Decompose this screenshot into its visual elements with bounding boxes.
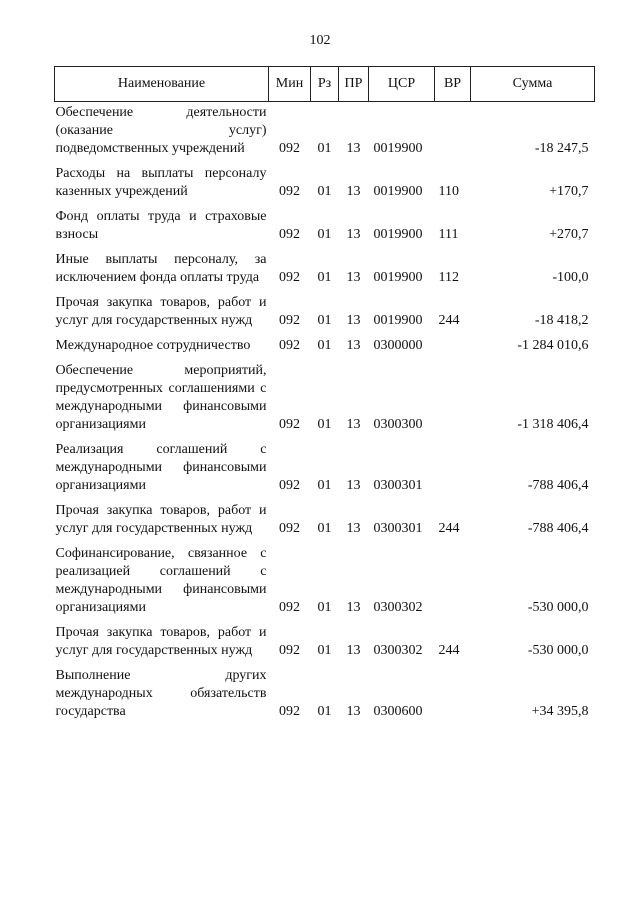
cell-name: Софинансирование, связанное с реализацией соглашений с международными финансовыми организациями (55, 546, 267, 615)
cell-min: 092 (279, 313, 300, 328)
cell-vr (435, 102, 471, 160)
table-row (55, 356, 595, 435)
cell-sum: -100,0 (552, 270, 589, 285)
header-min: Мин (269, 67, 311, 102)
cell-sum: -788 406,4 (527, 478, 589, 493)
header-vr: ВР (435, 67, 471, 102)
table-row (55, 159, 595, 202)
cell-sum: -1 284 010,6 (517, 338, 589, 353)
cell-name: Иные выплаты персоналу, за исключением фонда оплаты труда (55, 252, 267, 285)
cell-min: 092 (279, 643, 300, 658)
table-row (55, 661, 595, 722)
cell-pr: 13 (346, 338, 361, 353)
cell-name: Прочая закупка товаров, работ и услуг для государственных нужд (55, 503, 267, 536)
cell-pr: 13 (346, 478, 361, 493)
table-header-row (55, 67, 595, 102)
cell-min: 092 (279, 417, 300, 432)
cell-pr: 13 (346, 313, 361, 328)
cell-pr: 13 (346, 227, 361, 242)
cell-min: 092 (279, 704, 300, 719)
cell-name: Выполнение других международных обязательств государства (55, 668, 267, 719)
cell-sum: -18 247,5 (534, 141, 589, 156)
cell-pr: 13 (346, 643, 361, 658)
cell-pr: 13 (346, 704, 361, 719)
cell-vr: 110 (438, 184, 459, 199)
header-csr: ЦСР (369, 67, 435, 102)
cell-rz: 01 (317, 417, 332, 432)
cell-csr: 0019900 (373, 184, 423, 199)
cell-min: 092 (279, 184, 300, 199)
table-row (55, 245, 595, 288)
table-row (55, 102, 595, 160)
cell-vr: 244 (438, 643, 460, 658)
cell-csr: 0300300 (373, 417, 423, 432)
cell-pr: 13 (346, 521, 361, 536)
cell-rz: 01 (317, 704, 332, 719)
table-row (55, 496, 595, 539)
cell-csr: 0300000 (373, 338, 423, 353)
table-row (55, 331, 595, 356)
cell-vr: 244 (438, 521, 460, 536)
cell-min: 092 (279, 600, 300, 615)
table-row (55, 435, 595, 496)
cell-csr: 0300302 (373, 643, 423, 658)
cell-rz: 01 (317, 478, 332, 493)
cell-rz: 01 (317, 643, 332, 658)
table-row (55, 288, 595, 331)
cell-min: 092 (279, 521, 300, 536)
cell-min: 092 (279, 338, 300, 353)
cell-csr: 0300301 (373, 478, 423, 493)
header-sum: Сумма (471, 67, 595, 102)
cell-vr (435, 356, 471, 435)
header-name: Наименование (55, 67, 269, 102)
cell-sum: -530 000,0 (527, 600, 589, 615)
cell-pr: 13 (346, 184, 361, 199)
cell-sum: +34 395,8 (531, 704, 589, 719)
cell-rz: 01 (317, 227, 332, 242)
cell-name: Прочая закупка товаров, работ и услуг для государственных нужд (55, 295, 267, 328)
cell-csr: 0019900 (373, 270, 423, 285)
cell-pr: 13 (346, 141, 361, 156)
cell-csr: 0300302 (373, 600, 423, 615)
cell-name: Обеспечение мероприятий, предусмотренных соглашениями с международными финансовыми организациями (55, 363, 267, 432)
cell-vr: 112 (438, 270, 459, 285)
cell-pr: 13 (346, 600, 361, 615)
cell-rz: 01 (317, 141, 332, 156)
cell-sum: -788 406,4 (527, 521, 589, 536)
cell-pr: 13 (346, 270, 361, 285)
cell-rz: 01 (317, 270, 332, 285)
cell-rz: 01 (317, 313, 332, 328)
cell-csr: 0300600 (373, 704, 423, 719)
cell-csr: 0019900 (373, 141, 423, 156)
cell-rz: 01 (317, 600, 332, 615)
table-row (55, 539, 595, 618)
cell-sum: -1 318 406,4 (517, 417, 589, 432)
budget-table (54, 66, 595, 722)
cell-pr: 13 (346, 417, 361, 432)
cell-name: Реализация соглашений с международными финансовыми организациями (55, 442, 267, 493)
cell-name: Прочая закупка товаров, работ и услуг для государственных нужд (55, 625, 267, 658)
cell-rz: 01 (317, 184, 332, 199)
cell-rz: 01 (317, 521, 332, 536)
header-rz: Рз (311, 67, 339, 102)
cell-name: Расходы на выплаты персоналу казенных учреждений (55, 166, 267, 199)
table-row (55, 618, 595, 661)
cell-name: Международное сотрудничество (55, 338, 251, 353)
cell-csr: 0019900 (373, 227, 423, 242)
cell-vr (435, 661, 471, 722)
cell-csr: 0300301 (373, 521, 423, 536)
table-row (55, 202, 595, 245)
cell-name: Обеспечение деятельности (оказание услуг) подведомственных учреждений (55, 105, 267, 156)
page-number: 102 (309, 33, 331, 48)
cell-sum: -530 000,0 (527, 643, 589, 658)
cell-vr (435, 331, 471, 356)
cell-vr (435, 539, 471, 618)
cell-sum: -18 418,2 (534, 313, 589, 328)
cell-csr: 0019900 (373, 313, 423, 328)
cell-vr (435, 435, 471, 496)
cell-vr: 111 (438, 227, 459, 242)
cell-name: Фонд оплаты труда и страховые взносы (55, 209, 267, 242)
cell-min: 092 (279, 478, 300, 493)
header-pr: ПР (339, 67, 369, 102)
cell-vr: 244 (438, 313, 460, 328)
cell-rz: 01 (317, 338, 332, 353)
cell-sum: +270,7 (549, 227, 589, 242)
cell-min: 092 (279, 227, 300, 242)
cell-min: 092 (279, 270, 300, 285)
cell-sum: +170,7 (549, 184, 589, 199)
cell-min: 092 (279, 141, 300, 156)
